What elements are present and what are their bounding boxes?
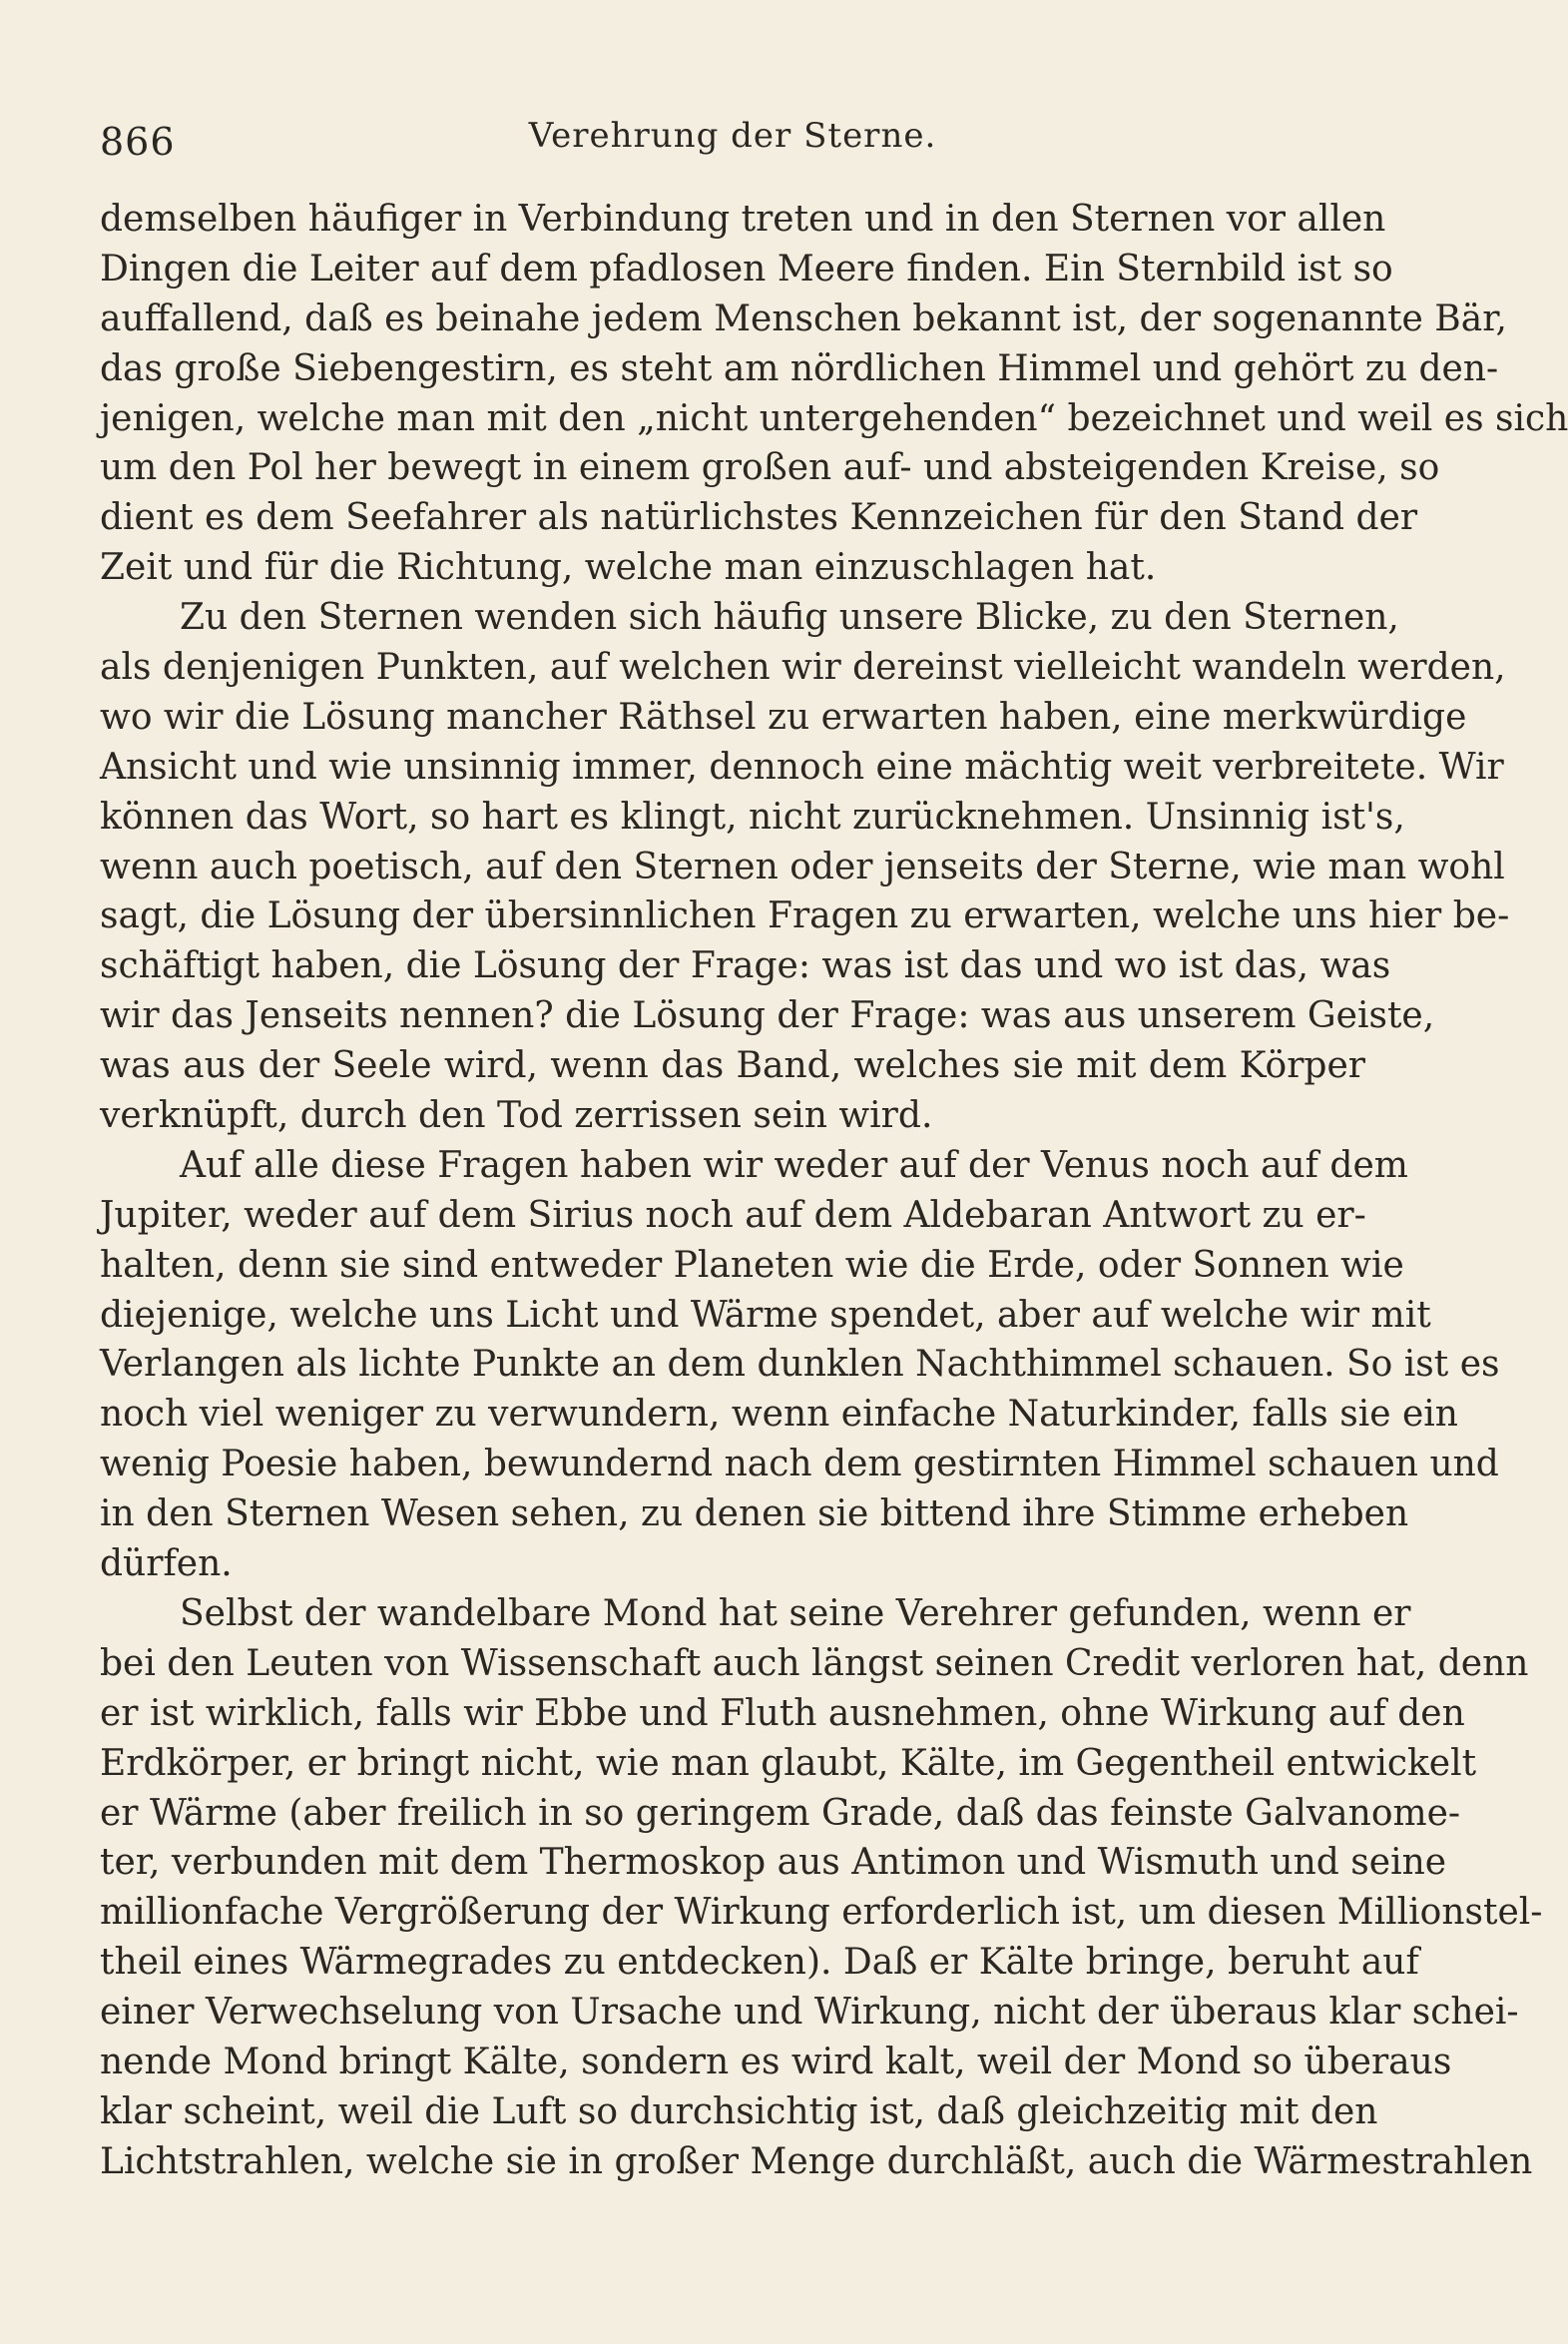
text-line: Erdkörper, er bringt nicht, wie man glaubt, Kälte, im Gegentheil entwickelt xyxy=(100,1742,1477,1784)
text-line: als denjenigen Punkten, auf welchen wir dereinst vielleicht wandeln werden, xyxy=(100,647,1506,689)
text-line: nende Mond bringt Kälte, sondern es wird kalt, weil der Mond so überaus xyxy=(100,2041,1452,2082)
text-line: verknüpft, durch den Tod zerrissen sein wird. xyxy=(100,1095,933,1137)
text-line: Verlangen als lichte Punkte an dem dunklen Nachthimmel schauen. So ist es xyxy=(100,1344,1500,1386)
text-line: millionfache Vergrößerung der Wirkung erforderlich ist, um diesen Millionstel- xyxy=(100,1892,1543,1934)
text-line: bei den Leuten von Wissenschaft auch längst seinen Credit verloren hat, denn xyxy=(100,1642,1529,1684)
text-line: schäftigt haben, die Lösung der Frage: was ist das und wo ist das, was xyxy=(100,945,1391,987)
text-line: klar scheint, weil die Luft so durchsichtig ist, daß gleichzeitig mit den xyxy=(100,2090,1378,2132)
text-line: wo wir die Lösung mancher Räthsel zu erwarten haben, eine merkwürdige xyxy=(100,696,1467,738)
text-line: er ist wirklich, falls wir Ebbe und Fluth ausnehmen, ohne Wirkung auf den xyxy=(100,1692,1465,1734)
text-line: Zu den Sternen wenden sich häufig unsere Blicke, zu den Sternen, xyxy=(180,597,1399,639)
text-line: in den Sternen Wesen sehen, zu denen sie bittend ihre Stimme erheben xyxy=(100,1493,1409,1535)
text-line: Zeit und für die Richtung, welche man einzuschlagen hat. xyxy=(100,547,1157,589)
text-line: können das Wort, so hart es klingt, nicht zurücknehmen. Unsinnig ist's, xyxy=(100,796,1405,838)
text-line: was aus der Seele wird, wenn das Band, welches sie mit dem Körper xyxy=(100,1045,1365,1087)
text-line: Ansicht und wie unsinnig immer, dennoch eine mächtig weit verbreitete. Wir xyxy=(100,746,1504,788)
text-line: halten, denn sie sind entweder Planeten wie die Erde, oder Sonnen wie xyxy=(100,1244,1404,1286)
page-number: 866 xyxy=(100,120,176,164)
text-line: Auf alle diese Fragen haben wir weder auf der Venus noch auf dem xyxy=(180,1144,1408,1186)
text-line: er Wärme (aber freilich in so geringem Grade, daß das feinste Galvanome- xyxy=(100,1792,1461,1834)
text-line: diejenige, welche uns Licht und Wärme spendet, aber auf welche wir mit xyxy=(100,1294,1431,1336)
page-header xyxy=(100,108,1365,168)
text-line: dient es dem Seefahrer als natürlichstes Kennzeichen für den Stand der xyxy=(100,497,1418,539)
text-line: sagt, die Lösung der übersinnlichen Fragen zu erwarten, welche uns hier be- xyxy=(100,895,1510,937)
text-line: einer Verwechselung von Ursache und Wirkung, nicht der überaus klar schei- xyxy=(100,1992,1519,2034)
text-line: Jupiter, weder auf dem Sirius noch auf dem Aldebaran Antwort zu er- xyxy=(100,1194,1366,1236)
text-line: wir das Jenseits nennen? die Lösung der Frage: was aus unserem Geiste, xyxy=(100,995,1435,1037)
text-line: um den Pol her bewegt in einem großen auf- und absteigenden Kreise, so xyxy=(100,447,1440,489)
text-line: wenig Poesie haben, bewundernd nach dem gestirnten Himmel schauen und xyxy=(100,1444,1499,1485)
body-text xyxy=(100,195,1568,2187)
text-line: ter, verbunden mit dem Thermoskop aus Antimon und Wismuth und seine xyxy=(100,1842,1447,1884)
text-line: jenigen, welche man mit den „nicht untergehenden“ bezeichnet und weil es sich xyxy=(100,397,1568,439)
text-line: das große Siebengestirn, es steht am nördlichen Himmel und gehört zu den- xyxy=(100,347,1499,389)
text-line: dürfen. xyxy=(100,1543,233,1585)
text-line: noch viel weniger zu verwundern, wenn einfache Naturkinder, falls sie ein xyxy=(100,1394,1458,1436)
text-line: auffallend, daß es beinahe jedem Menschen bekannt ist, der sogenannte Bär, xyxy=(100,297,1507,339)
text-line: theil eines Wärmegrades zu entdecken). Daß er Kälte bringe, beruht auf xyxy=(100,1942,1419,1984)
text-line: demselben häufiger in Verbindung treten und in den Sternen vor allen xyxy=(100,199,1386,240)
text-line: Lichtstrahlen, welche sie in großer Menge durchläßt, auch die Wärmestrahlen xyxy=(100,2140,1533,2182)
text-line: Selbst der wandelbare Mond hat seine Verehrer gefunden, wenn er xyxy=(180,1592,1411,1634)
text-line: Dingen die Leiter auf dem pfadlosen Meere finden. Ein Sternbild ist so xyxy=(100,248,1393,290)
text-line: wenn auch poetisch, auf den Sternen oder jenseits der Sterne, wie man wohl xyxy=(100,846,1505,887)
running-title: Verehrung der Sterne. xyxy=(528,116,937,156)
